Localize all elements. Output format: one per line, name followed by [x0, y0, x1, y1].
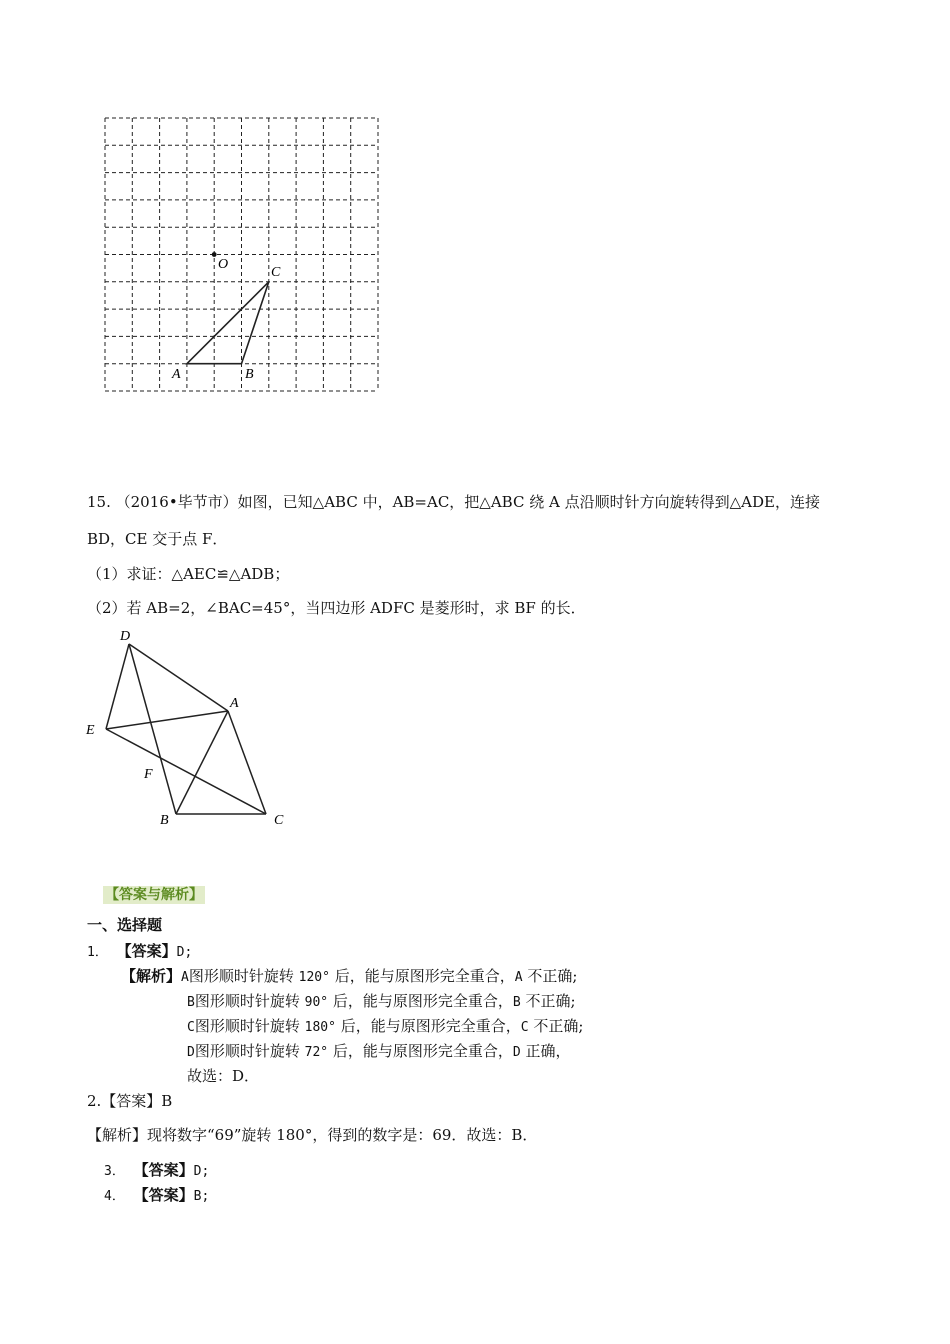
point-o: [212, 252, 217, 257]
label-a: A: [172, 367, 181, 382]
analysis-1-text-b2: 后，能与原图形完全重合，: [332, 992, 513, 1010]
analysis-1-text-a3: 不正确;: [527, 967, 578, 985]
problem15-line2: BD，CE 交于点 F．: [87, 530, 228, 548]
analysis-1-letter-d: D: [187, 1045, 195, 1060]
analysis-1-line-b: [187, 991, 576, 1013]
answer-2-line: 2.【答案】B: [87, 1092, 173, 1110]
analysis-1-text-d2: 后，能与原图形完全重合，: [332, 1042, 513, 1060]
label-b: B: [160, 813, 169, 828]
analysis-1-text-d1: 图形顺时针旋转: [194, 1042, 300, 1060]
answer-1-line: [87, 941, 192, 963]
analysis-1-text-a1: 图形顺时针旋转: [188, 967, 294, 985]
label-f: F: [144, 767, 153, 782]
problem15-figure: [80, 622, 300, 832]
analysis-1-conclusion: 故选：D．: [187, 1067, 260, 1085]
segment-ea: [106, 711, 228, 729]
analysis-1-text-b3: 不正确;: [525, 992, 576, 1010]
segment-da: [129, 644, 228, 711]
answer-section-tag: [103, 884, 205, 904]
label-c: C: [271, 265, 281, 280]
analysis-1-text-c1: 图形顺时针旋转: [194, 1017, 300, 1035]
problem15-number: 15.: [87, 493, 111, 511]
analysis-1-text-c2: 后，能与原图形完全重合，: [340, 1017, 521, 1035]
answer-4-line: [104, 1185, 209, 1207]
problem15-question2: （2）若 AB=2，∠BAC=45°，当四边形 ADFC 是菱形时，求 BF 的长．: [87, 599, 586, 617]
analysis-1-letter2-a: A: [514, 970, 523, 985]
label-o: O: [218, 257, 229, 272]
answer-3-line: [104, 1160, 209, 1182]
analysis-1-letter-b: B: [187, 995, 195, 1010]
label-b: B: [245, 367, 254, 382]
analysis-1-line-a: [121, 966, 577, 988]
answer-4-value: B;: [193, 1189, 210, 1204]
analysis-1-deg-a: 120°: [298, 970, 330, 985]
problem15-question1: （1）求证：△AEC≌△ADB；: [87, 565, 290, 583]
label-c: C: [274, 813, 284, 828]
answer-3-value: D;: [193, 1164, 210, 1179]
answer-3-label: 【答案】: [133, 1161, 194, 1179]
segment-de: [106, 644, 129, 729]
dashed-grid: [105, 118, 378, 391]
analysis-1-text-b1: 图形顺时针旋转: [194, 992, 300, 1010]
answer-3-num: 3．: [104, 1164, 125, 1179]
triangle-abc: [187, 282, 269, 364]
analysis-1-deg-d: 72°: [304, 1045, 329, 1060]
analysis-1-letter-c: C: [187, 1020, 195, 1035]
section-title: 一、选择题: [87, 916, 163, 934]
analysis-1-letter2-c: C: [520, 1020, 529, 1035]
analysis-1-line-c: [187, 1016, 583, 1038]
analysis-1-text-d3: 正确，: [525, 1042, 571, 1060]
problem15-text-1: （2016•毕节市）如图，已知△ABC 中，AB=AC，把△ABC 绕 A 点沿顺时针方向旋转得到△ADE，连接: [115, 493, 820, 511]
segment-db: [129, 644, 176, 814]
answer-section-tag-text: 【答案与解析】: [105, 887, 203, 903]
answer-1-label: 【答案】: [116, 942, 177, 960]
segment-ac: [228, 711, 266, 814]
label-a: A: [230, 696, 239, 711]
label-d: D: [120, 629, 131, 644]
segment-ba: [176, 711, 228, 814]
analysis-2-line: 【解析】现将数字“69”旋转 180°，得到的数字是：69．故选：B．: [87, 1126, 538, 1144]
analysis-1-text-a2: 后，能与原图形完全重合，: [334, 967, 515, 985]
analysis-1-letter-a: A: [181, 970, 189, 985]
problem15-line1: [87, 492, 820, 512]
analysis-1-deg-c: 180°: [304, 1020, 336, 1035]
answer-1-num: 1．: [87, 945, 108, 960]
answer-4-num: 4．: [104, 1189, 125, 1204]
analysis-1-deg-b: 90°: [304, 995, 329, 1010]
analysis-1-text-c3: 不正确;: [533, 1017, 584, 1035]
answer-4-label: 【答案】: [133, 1186, 194, 1204]
segment-ec: [106, 729, 266, 814]
analysis-1-label: 【解析】: [121, 967, 182, 985]
analysis-1-letter2-d: D: [512, 1045, 521, 1060]
grid-figure: [95, 108, 395, 403]
analysis-1-letter2-b: B: [512, 995, 521, 1010]
analysis-1-line-d: [187, 1041, 571, 1063]
answer-1-value: D;: [176, 945, 193, 960]
label-e: E: [86, 723, 95, 738]
